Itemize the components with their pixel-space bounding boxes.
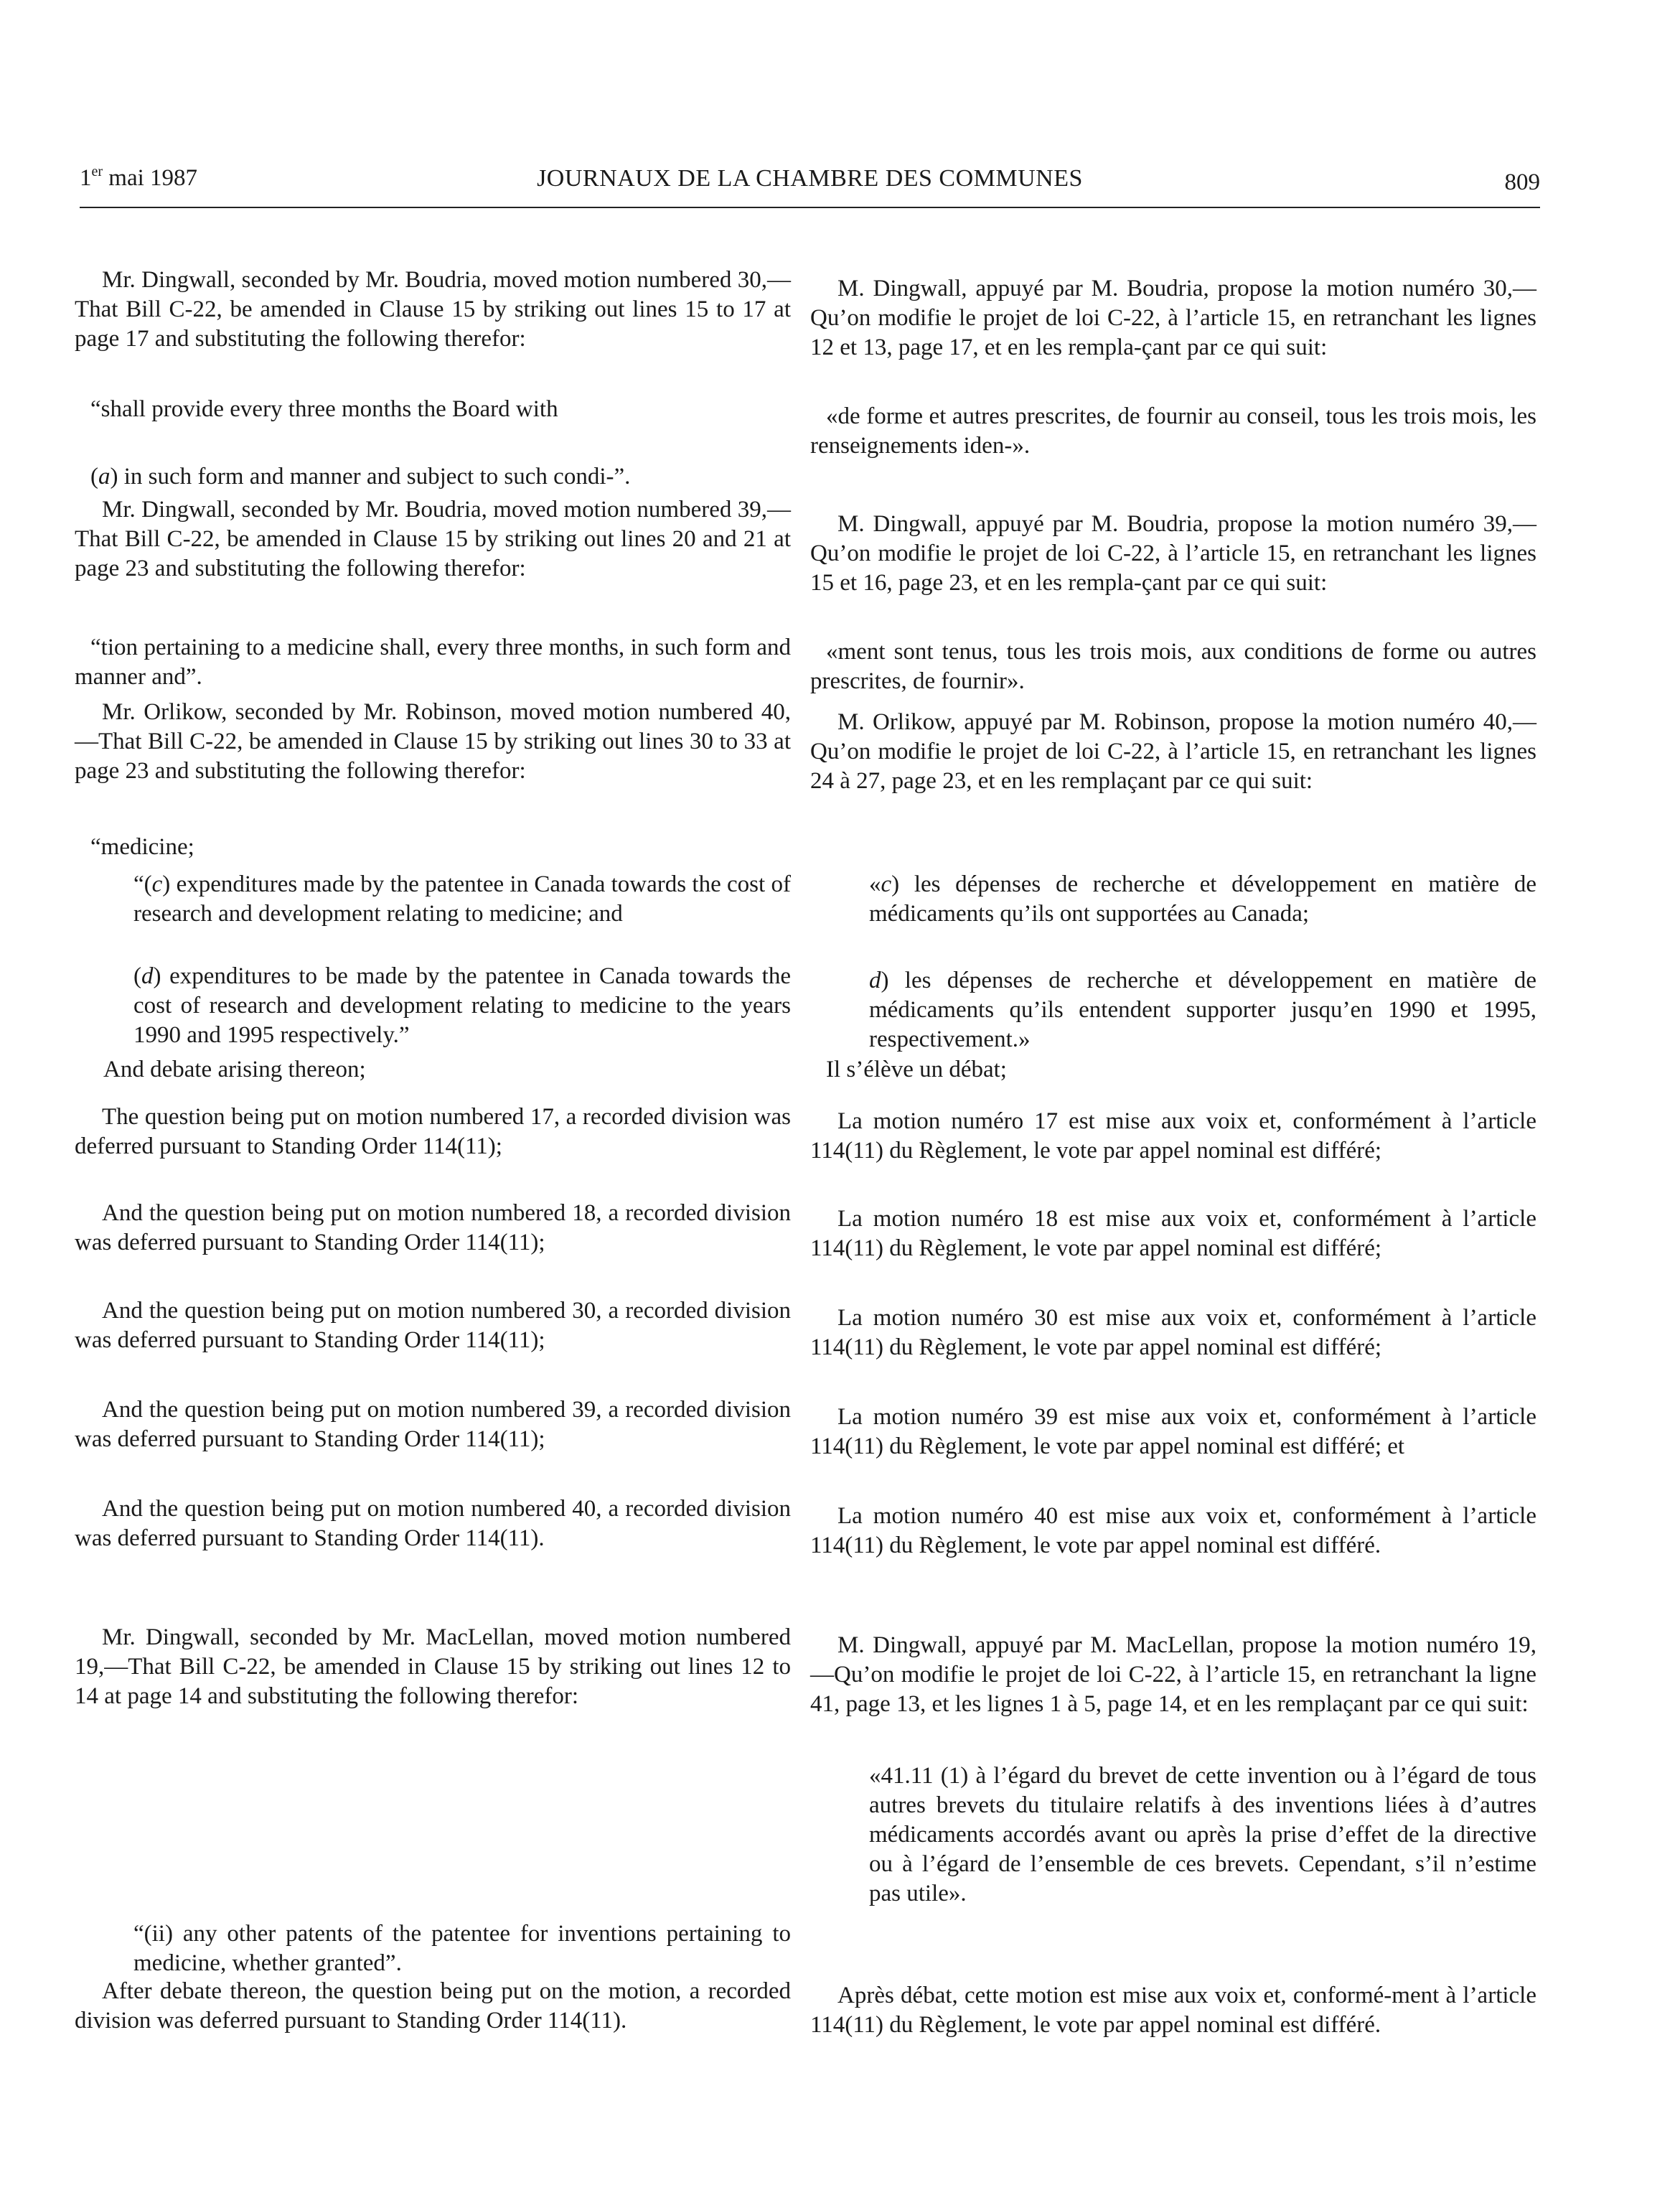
motion-30-quote: “shall provide every three months the Board with — [90, 396, 558, 422]
page-header — [80, 165, 1540, 208]
motion-39-quote-fr: «ment sont tenus, tous les trois mois, aux conditions de forme ou autres prescrites, de fournir». — [810, 639, 1536, 694]
quote-text: ) les dépenses de recherche et développement en matière de médicaments qu’ils ont supportées au Canada; — [869, 871, 1536, 927]
motion-39-paragraph: Mr. Dingwall, seconded by Mr. Boudria, moved motion numbered 39,—That Bill C-22, be amended in Clause 15 by striking out lines 20 and 21 at page 23 and substituting the following therefor: — [75, 497, 791, 581]
debate-arising: And debate arising thereon; — [103, 1057, 366, 1082]
date-day: 1 — [80, 165, 92, 191]
after-debate-paragraph: After debate thereon, the question being put on the motion, a recorded division was deferred pursuant to Standing Order 114(11). — [75, 1978, 791, 2034]
question-motion-30: And the question being put on motion numbered 30, a recorded division was deferred pursuant to Standing Order 114(11); — [75, 1298, 791, 1353]
quote-text: ) expenditures made by the patentee in Canada towards the cost of research and development relating to medicine; and — [133, 871, 791, 927]
motion-30-paragraph-fr: M. Dingwall, appuyé par M. Boudria, propose la motion numéro 30,—Qu’on modifie le projet de loi C-22, à l’article 15, en retranchant les lignes 12 et 13, page 17, et en les rempla-çant par ce qui suit: — [810, 276, 1536, 360]
motion-40-quote-item-d-fr — [869, 966, 1536, 1054]
question-motion-40: And the question being put on motion numbered 40, a recorded division was deferred pursuant to Standing Order 114(11). — [75, 1496, 791, 1551]
question-motion-17-fr: La motion numéro 17 est mise aux voix et, conformément à l’article 114(11) du Règlement, le vote par appel nominal est différé; — [810, 1108, 1536, 1164]
question-motion-39-fr: La motion numéro 39 est mise aux voix et, conformément à l’article 114(11) du Règlement, le vote par appel nominal est différé; et — [810, 1404, 1536, 1459]
motion-19-quote-fr: «41.11 (1) à l’égard du brevet de cette invention ou à l’égard de tous autres brevets du titulaire relatifs à des inventions liées à d’autres médicaments accordés avant ou après la prise d’effet de la directive ou à l’égard de l’ensemble de ces brevets. Cependant, s’il n’estime pas utile». — [869, 1763, 1536, 1906]
motion-30-paragraph: Mr. Dingwall, seconded by Mr. Boudria, moved motion numbered 30,—That Bill C-22, be amended in Clause 15 by striking out lines 15 to 17 at page 17 and substituting the following therefor: — [75, 267, 791, 352]
debate-arising-fr: Il s’élève un débat; — [826, 1057, 1007, 1082]
question-motion-18-fr: La motion numéro 18 est mise aux voix et, conformément à l’article 114(11) du Règlement, le vote par appel nominal est différé; — [810, 1206, 1536, 1261]
motion-39-paragraph-fr: M. Dingwall, appuyé par M. Boudria, propose la motion numéro 39,—Qu’on modifie le projet de loi C-22, à l’article 15, en retranchant les lignes 15 et 16, page 23, et en les rempla-çant par ce qui suit: — [810, 511, 1536, 596]
quote-paren: ( — [133, 963, 141, 989]
quote-letter: d — [869, 968, 881, 993]
motion-30-quote-item-a — [75, 462, 791, 492]
motion-40-quote-item-c-fr — [869, 870, 1536, 929]
after-debate-paragraph-fr: Après débat, cette motion est mise aux voix et, conformé-ment à l’article 114(11) du Règlement, le vote par appel nominal est différé. — [810, 1983, 1536, 2038]
motion-19-paragraph-fr: M. Dingwall, appuyé par M. MacLellan, propose la motion numéro 19,—Qu’on modifie le projet de loi C-22, à l’article 15, en retranchant la ligne 41, page 13, et les lignes 1 à 5, page 14, et en les remplaçant par ce qui suit: — [810, 1632, 1536, 1717]
quote-text: ) expenditures to be made by the patentee in Canada towards the cost of research and development relating to medicine to the years 1990 and 1995 respectively.” — [133, 963, 791, 1048]
quote-text: ) in such form and manner and subject to such condi-”. — [110, 464, 631, 490]
question-motion-40-fr: La motion numéro 40 est mise aux voix et, conformément à l’article 114(11) du Règlement, le vote par appel nominal est différé. — [810, 1503, 1536, 1558]
motion-19-quote: “(ii) any other patents of the patentee for inventions pertaining to medicine, whether granted”. — [133, 1921, 791, 1976]
question-motion-18: And the question being put on motion numbered 18, a recorded division was deferred pursuant to Standing Order 114(11); — [75, 1200, 791, 1255]
quote-guillemet: « — [869, 871, 881, 897]
motion-40-quote-intro: “medicine; — [90, 834, 194, 860]
page-number: 809 — [1504, 169, 1540, 195]
quote-letter: a — [98, 464, 111, 490]
motion-40-paragraph-fr: M. Orlikow, appuyé par M. Robinson, propose la motion numéro 40,—Qu’on modifie le projet de loi C-22, à l’article 15, en retranchant les lignes 24 à 27, page 23, et en les remplaçant par ce qui suit: — [810, 709, 1536, 794]
question-motion-30-fr: La motion numéro 30 est mise aux voix et, conformément à l’article 114(11) du Règlement, le vote par appel nominal est différé; — [810, 1305, 1536, 1360]
question-motion-17: The question being put on motion numbered 17, a recorded division was deferred pursuant to Standing Order 114(11); — [75, 1104, 791, 1159]
motion-40-quote-item-c — [133, 870, 791, 929]
motion-39-quote: “tion pertaining to a medicine shall, every three months, in such form and manner and”. — [75, 635, 791, 690]
motion-19-paragraph: Mr. Dingwall, seconded by Mr. MacLellan, moved motion numbered 19,—That Bill C-22, be amended in Clause 15 by striking out lines 12 to 14 at page 14 and substituting the following therefor: — [75, 1624, 791, 1709]
question-motion-39: And the question being put on motion numbered 39, a recorded division was deferred pursuant to Standing Order 114(11); — [75, 1397, 791, 1452]
motion-40-paragraph: Mr. Orlikow, seconded by Mr. Robinson, moved motion numbered 40,—That Bill C-22, be amended in Clause 15 by striking out lines 30 to 33 at page 23 and substituting the following therefor: — [75, 699, 791, 784]
quote-letter: d — [141, 963, 154, 989]
quote-letter: c — [881, 871, 892, 897]
quote-letter: c — [151, 871, 163, 897]
motion-30-quote-fr: «de forme et autres prescrites, de fournir au conseil, tous les trois mois, les renseignements iden-». — [810, 403, 1536, 459]
quote-text: ) les dépenses de recherche et développement en matière de médicaments qu’ils entendent supporter jusqu’en 1990 et 1995, respectivement.» — [869, 968, 1536, 1052]
date-superscript: er — [91, 164, 103, 179]
motion-40-quote-item-d — [133, 962, 791, 1050]
journal-title: JOURNAUX DE LA CHAMBRE DES COMMUNES — [537, 165, 1083, 192]
quote-paren: ( — [90, 464, 98, 490]
date-rest: mai 1987 — [108, 165, 198, 191]
quote-paren: “( — [133, 871, 152, 897]
